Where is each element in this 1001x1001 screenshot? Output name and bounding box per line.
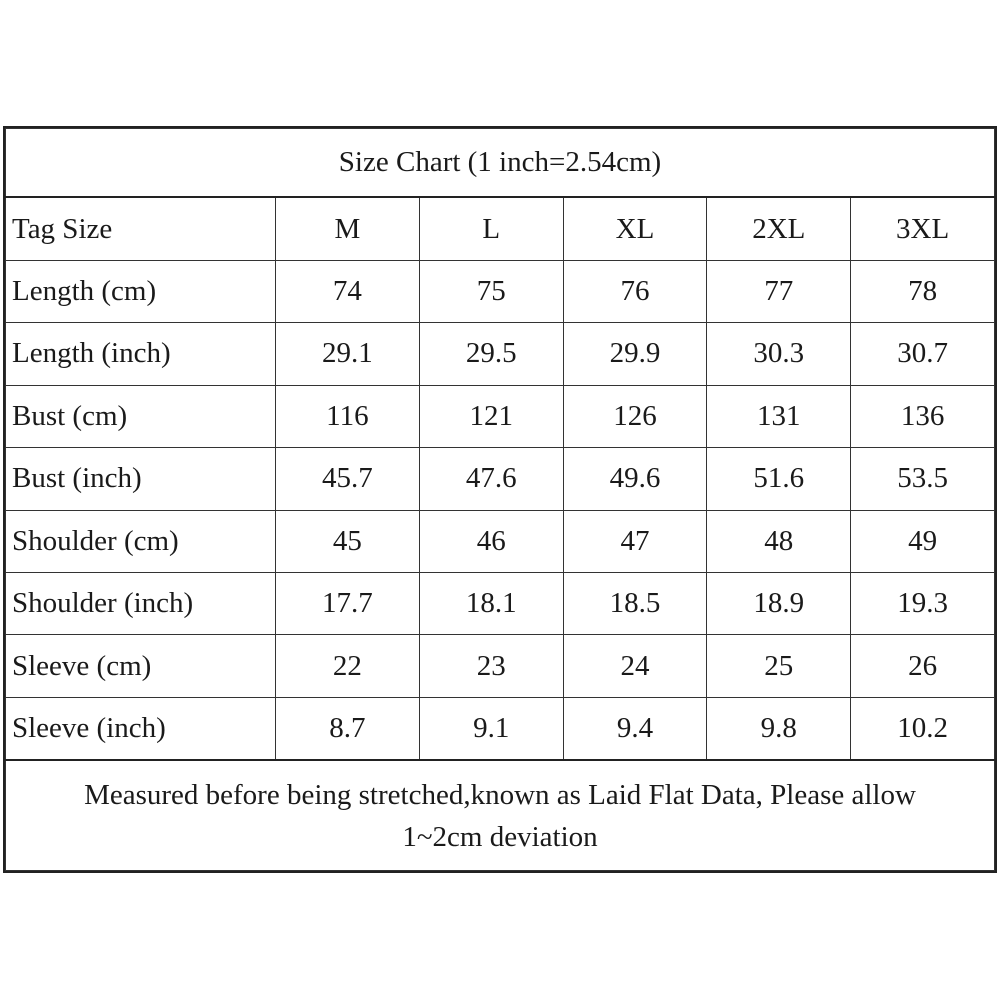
row-label: Sleeve (inch) — [6, 697, 276, 760]
table-cell: 74 — [276, 260, 420, 322]
chart-title: Size Chart (1 inch=2.54cm) — [6, 129, 995, 198]
note-line-2: 1~2cm deviation — [402, 820, 598, 853]
table-cell: 24 — [563, 635, 707, 697]
table-cell: 29.9 — [563, 323, 707, 385]
row-label: Length (cm) — [6, 260, 276, 322]
measurement-note — [6, 760, 995, 870]
table-cell: 22 — [276, 635, 420, 697]
row-label: Shoulder (inch) — [6, 572, 276, 634]
header-row — [6, 197, 995, 260]
table-cell: 18.1 — [419, 572, 563, 634]
table-row — [6, 385, 995, 447]
table-cell: 29.1 — [276, 323, 420, 385]
table-cell: 76 — [563, 260, 707, 322]
table-cell: 47.6 — [419, 448, 563, 510]
size-header-l: L — [419, 197, 563, 260]
table-row — [6, 323, 995, 385]
table-cell: 30.3 — [707, 323, 851, 385]
row-label: Shoulder (cm) — [6, 510, 276, 572]
size-chart — [3, 126, 997, 873]
table-cell: 51.6 — [707, 448, 851, 510]
table-cell: 131 — [707, 385, 851, 447]
table-cell: 26 — [851, 635, 995, 697]
row-label: Bust (inch) — [6, 448, 276, 510]
table-cell: 30.7 — [851, 323, 995, 385]
table-cell: 45 — [276, 510, 420, 572]
table-cell: 78 — [851, 260, 995, 322]
table-cell: 25 — [707, 635, 851, 697]
row-label: Sleeve (cm) — [6, 635, 276, 697]
table-cell: 49 — [851, 510, 995, 572]
table-row — [6, 510, 995, 572]
table-cell: 29.5 — [419, 323, 563, 385]
table-row — [6, 572, 995, 634]
table-cell: 8.7 — [276, 697, 420, 760]
table-cell: 23 — [419, 635, 563, 697]
table-cell: 75 — [419, 260, 563, 322]
table-cell: 77 — [707, 260, 851, 322]
size-header-3xl: 3XL — [851, 197, 995, 260]
table-cell: 126 — [563, 385, 707, 447]
table-cell: 9.8 — [707, 697, 851, 760]
table-cell: 10.2 — [851, 697, 995, 760]
size-header-m: M — [276, 197, 420, 260]
row-label: Bust (cm) — [6, 385, 276, 447]
table-cell: 9.4 — [563, 697, 707, 760]
table-cell: 9.1 — [419, 697, 563, 760]
table-row — [6, 448, 995, 510]
table-cell: 136 — [851, 385, 995, 447]
table-row — [6, 260, 995, 322]
table-cell: 48 — [707, 510, 851, 572]
table-cell: 53.5 — [851, 448, 995, 510]
table-cell: 116 — [276, 385, 420, 447]
table-cell: 19.3 — [851, 572, 995, 634]
table-cell: 49.6 — [563, 448, 707, 510]
table-cell: 18.9 — [707, 572, 851, 634]
size-table — [5, 128, 995, 871]
table-cell: 18.5 — [563, 572, 707, 634]
table-cell: 121 — [419, 385, 563, 447]
header-label: Tag Size — [6, 197, 276, 260]
table-cell: 17.7 — [276, 572, 420, 634]
note-line-1: Measured before being stretched,known as Laid Flat Data, Please allow — [84, 778, 916, 811]
table-cell: 47 — [563, 510, 707, 572]
table-cell: 46 — [419, 510, 563, 572]
table-cell: 45.7 — [276, 448, 420, 510]
size-header-xl: XL — [563, 197, 707, 260]
table-row — [6, 697, 995, 760]
size-header-2xl: 2XL — [707, 197, 851, 260]
table-row — [6, 635, 995, 697]
row-label: Length (inch) — [6, 323, 276, 385]
